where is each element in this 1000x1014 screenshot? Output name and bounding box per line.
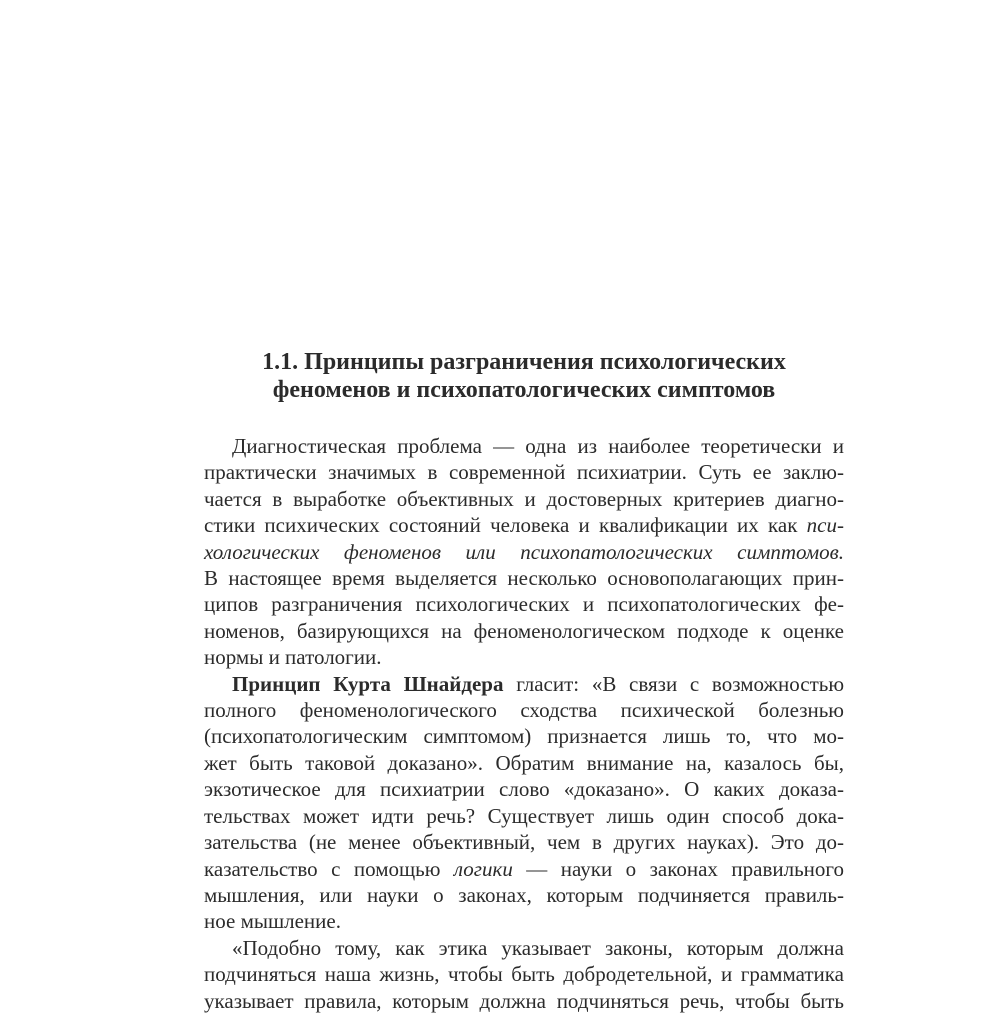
text-run: гласит: «В связи с возможностью	[503, 671, 845, 696]
text-line	[204, 803, 844, 829]
text-line	[204, 723, 844, 749]
section-heading	[204, 348, 844, 404]
paragraph	[204, 671, 844, 935]
text-run: указывает правила, которым должна подчиняться речь, чтобы быть	[204, 988, 844, 1013]
text-run: стики психических состояний человека и квалификации их как	[204, 513, 807, 538]
text-run: нормы и патологии.	[204, 645, 382, 670]
text-line	[204, 644, 844, 670]
page-text-block	[204, 348, 844, 1014]
text-line	[204, 856, 844, 882]
paragraph	[204, 433, 844, 671]
italic-text-run: пси-	[806, 513, 844, 538]
text-run: зательства (не менее объективный, чем в других науках). Это до-	[204, 830, 844, 855]
text-line	[204, 776, 844, 802]
text-run: Диагностическая проблема — одна из наиболее теоретически и	[232, 434, 844, 458]
text-line	[204, 433, 844, 459]
text-line	[204, 908, 844, 934]
text-line	[204, 829, 844, 855]
text-line	[204, 697, 844, 723]
text-run: мышления, или науки о законах, которым подчиняется правиль-	[204, 882, 844, 907]
text-run: чается в выработке объективных и достоверных критериев диагно-	[204, 486, 844, 511]
text-line	[204, 512, 844, 538]
text-run: жет быть таковой доказано». Обратим внимание на, казалось бы,	[204, 750, 844, 775]
paragraph	[204, 935, 844, 1014]
bold-text-run: Принцип Курта Шнайдера	[232, 671, 504, 696]
text-run: — науки о законах правильного	[512, 856, 844, 881]
text-run: тельствах может идти речь? Существует лишь один способ дока-	[204, 803, 844, 828]
heading-line: феноменов и психопатологических симптомов	[272, 377, 776, 403]
text-line	[204, 961, 844, 987]
text-line	[204, 539, 844, 565]
text-run: казательство с помощью	[204, 856, 454, 881]
text-line	[204, 882, 844, 908]
text-run: ципов разграничения психологических и психопатологических фе-	[204, 592, 844, 617]
italic-text-run: хологических феноменов или психопатологических симптомов.	[204, 539, 844, 564]
text-run: подчиняться наша жизнь, чтобы быть добродетельной, и грамматика	[204, 962, 844, 987]
text-run: «Подобно тому, как этика указывает законы, которым должна	[232, 935, 844, 960]
text-run: В настоящее время выделяется несколько основополагающих прин-	[204, 566, 844, 591]
heading-line: 1.1. Принципы разграничения психологических	[262, 349, 786, 375]
text-run: полного феноменологического сходства психической болезнью	[204, 698, 844, 723]
text-run: (психопатологическим симптомом) признается лишь то, что мо-	[204, 724, 844, 749]
text-line	[204, 565, 844, 591]
text-line	[204, 459, 844, 485]
text-line	[204, 988, 844, 1014]
text-line	[204, 618, 844, 644]
body-text	[204, 433, 844, 1014]
text-run: номенов, базирующихся на феноменологическом подходе к оценке	[204, 618, 844, 643]
text-run: практически значимых в современной психиатрии. Суть ее заклю-	[204, 460, 844, 485]
italic-text-run: логики	[453, 856, 513, 881]
text-line	[204, 591, 844, 617]
text-line	[204, 671, 844, 697]
text-run: экзотическое для психиатрии слово «доказано». О каких доказа-	[204, 777, 844, 802]
text-run: ное мышление.	[204, 909, 341, 934]
text-line	[204, 486, 844, 512]
text-line	[204, 935, 844, 961]
text-line	[204, 750, 844, 776]
